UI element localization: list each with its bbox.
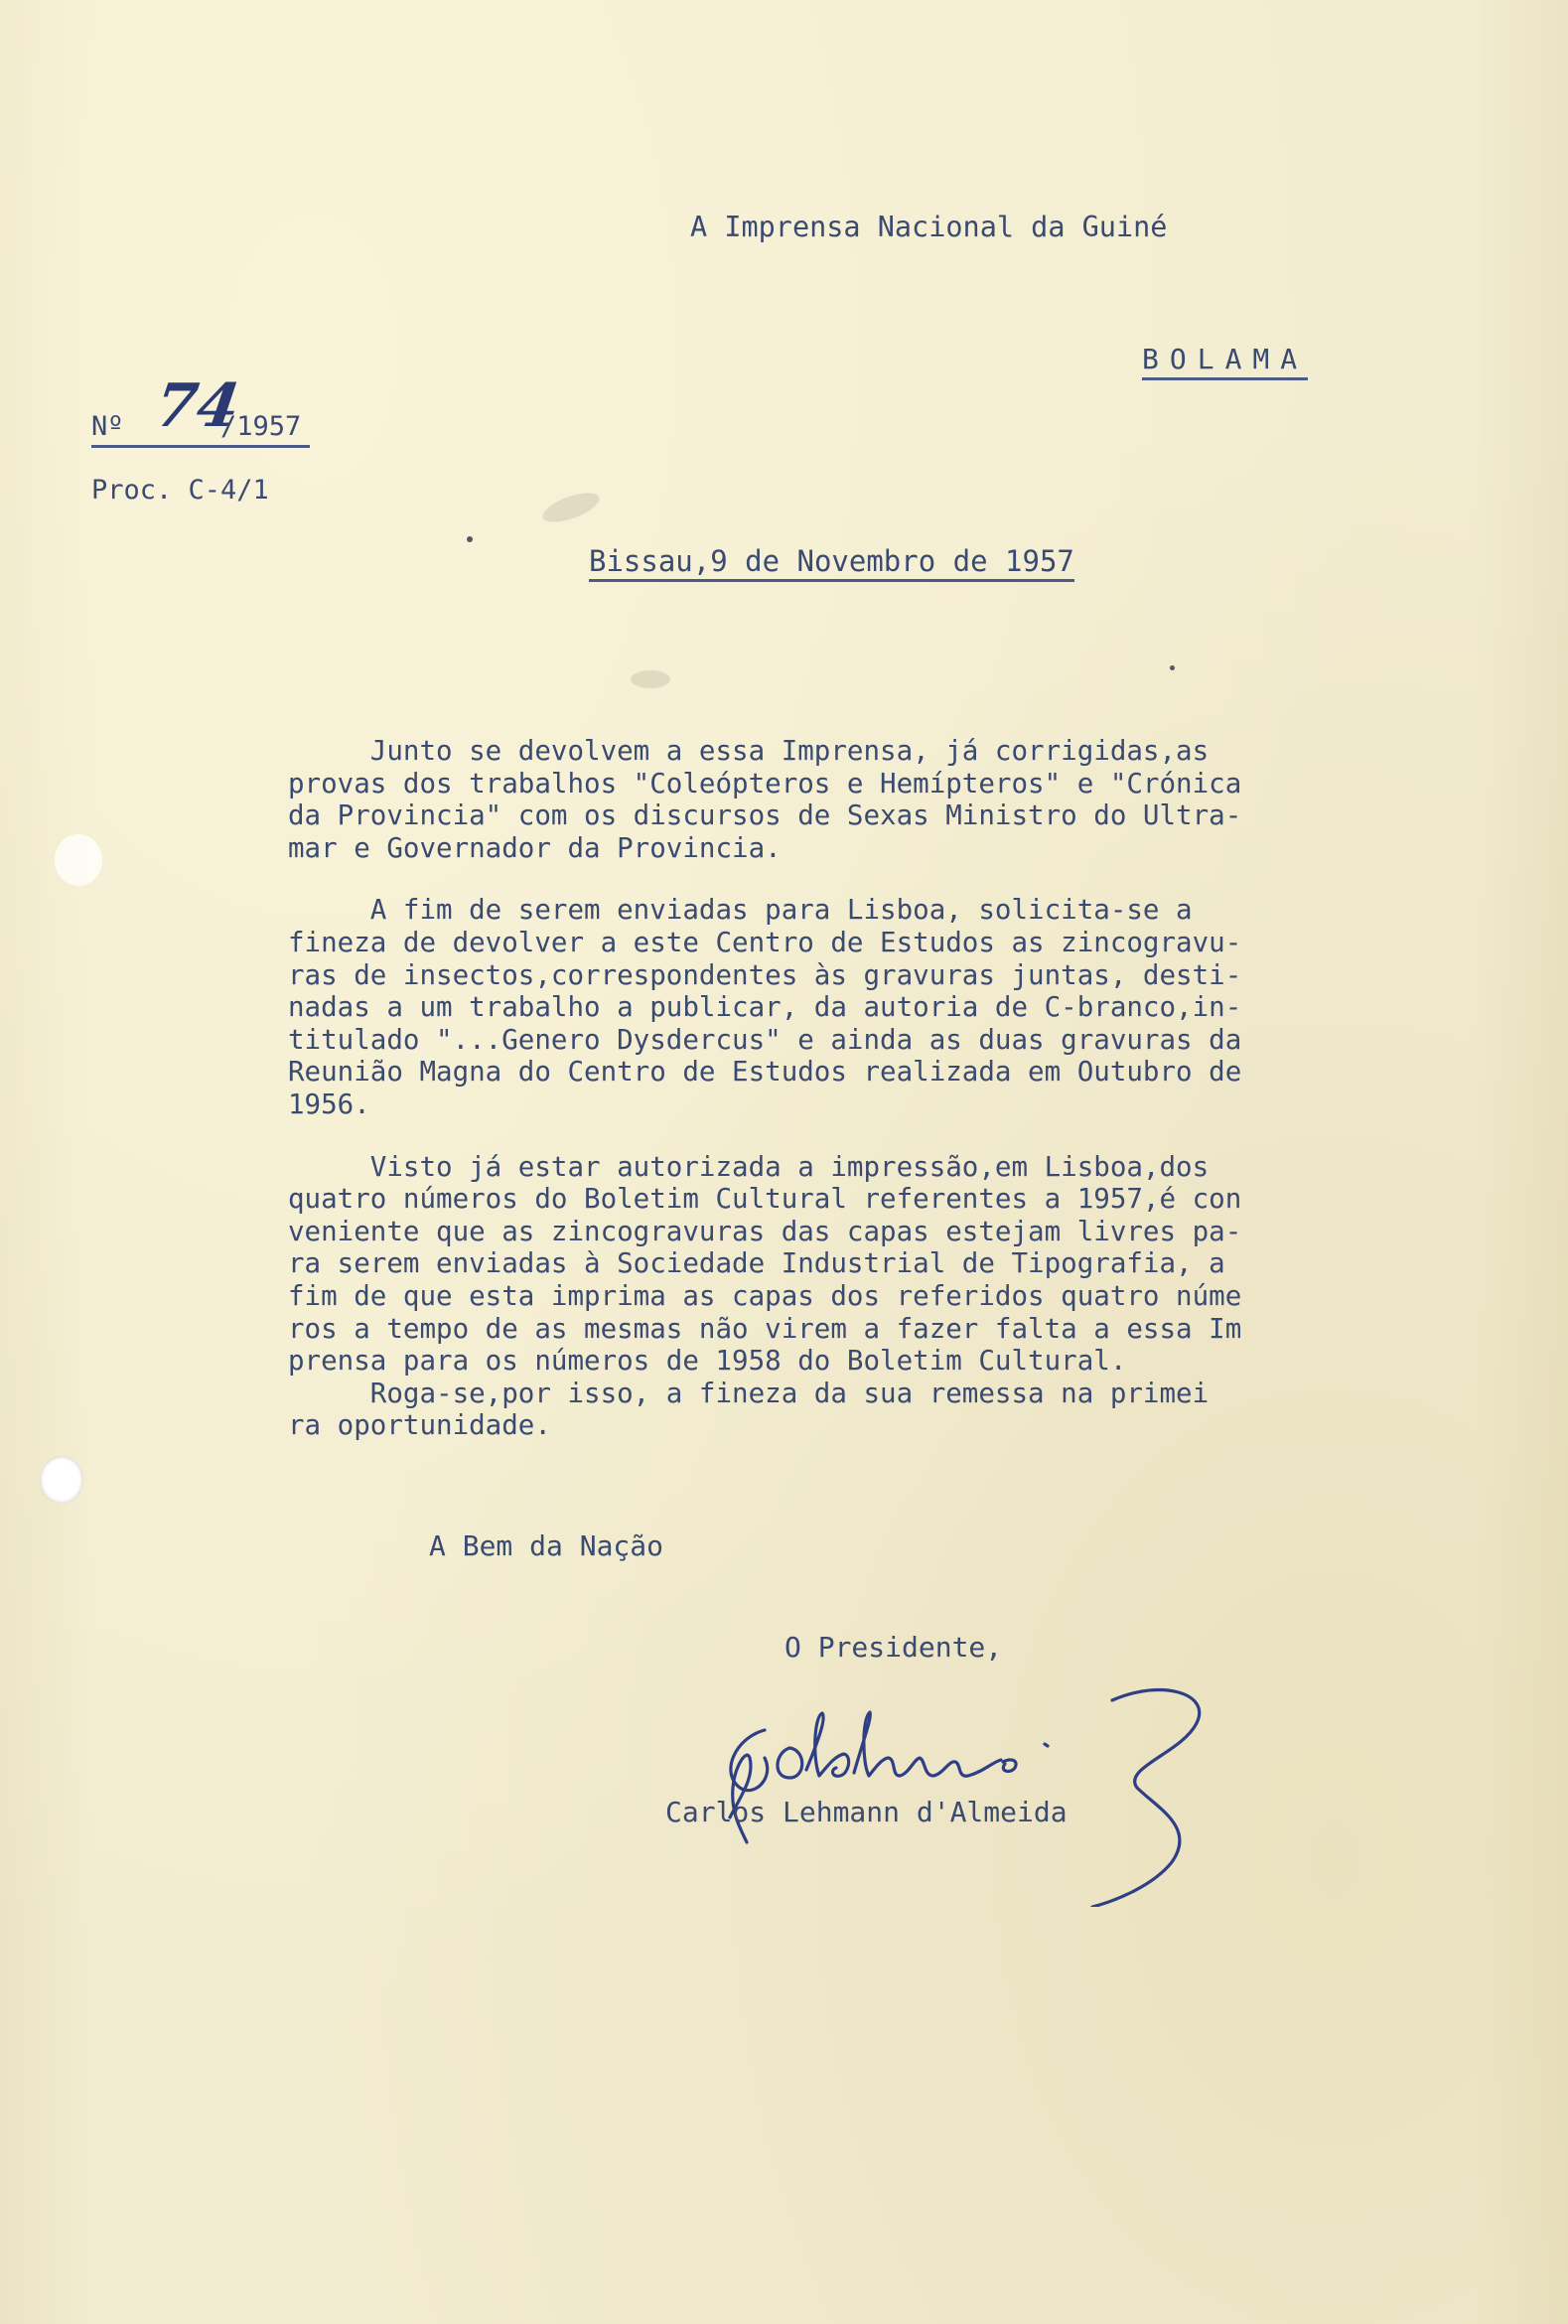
body-line: Junto se devolvem a essa Imprensa, já corrigidas,as (288, 735, 1210, 767)
recipient-place: BOLAMA (1142, 343, 1308, 380)
closing-formula: A Bem da Nação (429, 1529, 664, 1562)
letter-date: Bissau,9 de Novembro de 1957 (589, 544, 1074, 582)
reference-handwritten-number: 74 (151, 371, 244, 441)
letter-body (288, 735, 1450, 1442)
paragraph-zincographs-request (288, 894, 1450, 1120)
body-line: quatro números do Boletim Cultural referentes a 1957,é con (288, 1183, 1242, 1216)
body-line: Visto já estar autorizada a impressão,em Lisboa,dos (288, 1150, 1210, 1183)
body-line: da Provincia" com os discursos de Sexas Ministro do Ultra- (288, 799, 1242, 832)
signer-name: Carlos Lehmann d'Almeida (665, 1796, 1068, 1828)
paragraph-bulletin-covers (288, 1151, 1450, 1442)
body-line: A fim de serem enviadas para Lisboa, solicita-se a (288, 894, 1193, 927)
body-line: ra oportunidade. (288, 1409, 551, 1442)
body-line: ras de insectos,correspondentes às gravuras juntas, desti- (288, 958, 1242, 991)
signer-role: O Presidente, (784, 1631, 1003, 1664)
reference-underline (91, 445, 310, 448)
body-line: nadas a um trabalho a publicar, da autoria de C-branco,in- (288, 991, 1242, 1024)
ink-speck (1170, 665, 1175, 670)
reference-year: /1957 (220, 411, 302, 442)
body-line: titulado "...Genero Dysdercus" e ainda as duas gravuras da (288, 1023, 1242, 1056)
process-reference: Proc. C-4/1 (91, 475, 269, 506)
body-line: fim de que esta imprima as capas dos referidos quatro núme (288, 1279, 1242, 1312)
handwritten-signature (695, 1678, 1271, 1907)
ink-speck (467, 536, 473, 542)
body-line: prensa para os números de 1958 do Boletim Cultural. (288, 1345, 1127, 1378)
paragraph-returned-proofs (288, 735, 1450, 864)
punch-hole (40, 1456, 83, 1504)
body-line: Reunião Magna do Centro de Estudos realizada em Outubro de (288, 1056, 1242, 1089)
body-line: fineza de devolver a este Centro de Estudos as zincogravu- (288, 926, 1242, 958)
body-line: veniente que as zincogravuras das capas estejam livres pa- (288, 1215, 1242, 1247)
body-line: 1956. (288, 1088, 370, 1120)
paper-stain (539, 487, 603, 527)
body-line: mar e Governador da Provincia. (288, 831, 782, 864)
body-line: ra serem enviadas à Sociedade Industrial de Tipografia, a (288, 1247, 1225, 1280)
body-line: provas dos trabalhos "Coleópteros e Hemípteros" e "Crónica (288, 767, 1242, 799)
reference-number (91, 371, 320, 447)
body-line: Roga-se,por isso, a fineza da sua remessa na primei (288, 1377, 1210, 1409)
paper-stain (631, 670, 670, 688)
reference-prefix: Nº (91, 411, 124, 442)
body-line: ros a tempo de as mesmas não virem a fazer falta a essa Im (288, 1312, 1242, 1345)
recipient-line: A Imprensa Nacional da Guiné (690, 211, 1168, 243)
paper-stain (55, 834, 102, 886)
